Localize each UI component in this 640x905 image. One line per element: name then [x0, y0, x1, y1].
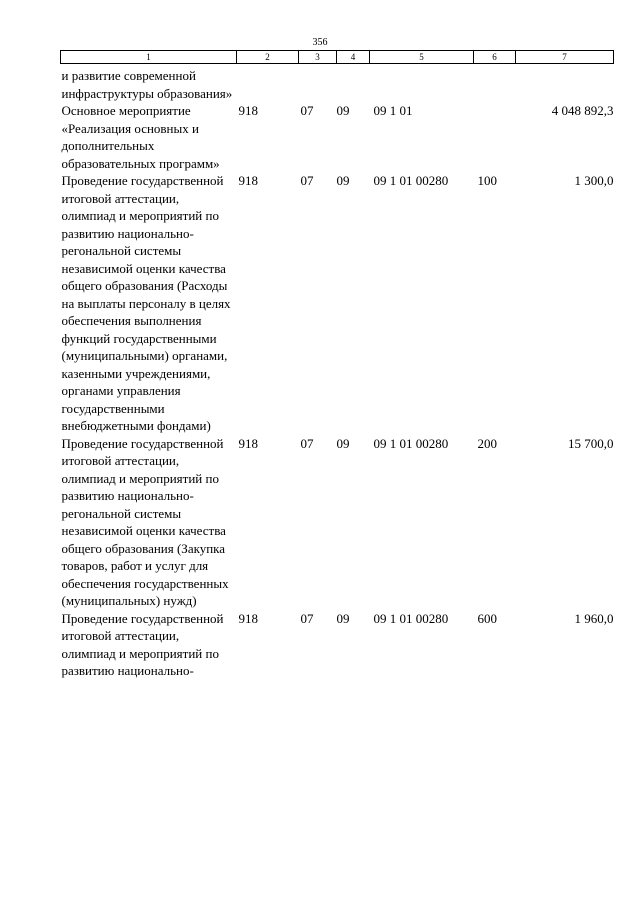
- row-name: Проведение государственной итоговой аттестации, олимпиад и мероприятий по развитию национально-: [61, 610, 224, 678]
- row-col-4: [337, 64, 370, 103]
- header-col-5: 5: [370, 51, 474, 64]
- table-body: [61, 64, 614, 680]
- row-col-5: 09 1 01: [373, 103, 413, 118]
- header-col-1: 1: [61, 51, 237, 64]
- row-col-2: 918: [238, 173, 258, 188]
- row-name: Основное мероприятие «Реализация основных и дополнительных образовательных программ»: [61, 103, 220, 171]
- budget-table: [60, 50, 614, 680]
- row-col-3: 07: [300, 173, 314, 188]
- header-col-2: 2: [237, 51, 299, 64]
- table-header: [61, 51, 614, 64]
- header-col-4: 4: [337, 51, 370, 64]
- row-amount: 4 048 892,3: [551, 103, 614, 118]
- row-col-4: 09: [336, 435, 350, 451]
- header-row: [61, 51, 614, 64]
- row-col-3: 07: [300, 610, 314, 626]
- table-row: [61, 102, 614, 172]
- row-name: и развитие современной инфраструктуры образования»: [61, 68, 233, 101]
- row-col-2: 918: [238, 103, 258, 118]
- row-amount: 1 300,0: [574, 173, 614, 188]
- table-row: [61, 610, 614, 680]
- row-col-6: 200: [477, 435, 497, 451]
- row-col-5: 09 1 01 00280: [373, 610, 449, 626]
- row-amount: [516, 64, 614, 103]
- row-name: Проведение государственной итоговой аттестации, олимпиад и мероприятий по развитию национально-регональной системы независимой оценки качества общего образования (Расходы на выплаты персоналу в целях обеспечения выполнения функций государственными (муниципальными) органами, казенными учреждениями, органами управления государственными внебюджетными фондами): [61, 173, 231, 433]
- header-col-7: 7: [516, 51, 614, 64]
- table-row: [61, 435, 614, 610]
- row-col-3: 07: [300, 435, 314, 451]
- row-col-4: 09: [336, 610, 350, 626]
- row-col-6: [474, 102, 516, 172]
- row-col-3: 07: [300, 103, 314, 118]
- row-col-6: 600: [477, 610, 497, 626]
- table-row: [61, 172, 614, 435]
- row-amount: 15 700,0: [568, 435, 614, 451]
- row-col-4: 09: [336, 173, 350, 188]
- row-col-2: 918: [238, 610, 258, 626]
- row-col-6: 100: [477, 173, 497, 188]
- row-col-4: 09: [336, 103, 350, 118]
- row-col-5: 09 1 01 00280: [373, 173, 449, 188]
- page-number: 356: [312, 37, 328, 48]
- row-col-6: [474, 64, 516, 103]
- row-amount: 1 960,0: [574, 610, 614, 626]
- row-col-3: [299, 64, 337, 103]
- header-col-6: 6: [474, 51, 516, 64]
- row-col-5: [370, 64, 474, 103]
- row-col-5: 09 1 01 00280: [373, 435, 449, 451]
- row-name: Проведение государственной итоговой аттестации, олимпиад и мероприятий по развитию национально-регональной системы независимой оценки качества общего образования (Закупка товаров, работ и услуг для обеспечения государственных (муниципальных) нужд): [61, 435, 229, 608]
- row-col-2: 918: [238, 435, 258, 451]
- table-row: [61, 64, 614, 103]
- row-col-2: [237, 64, 299, 103]
- header-col-3: 3: [299, 51, 337, 64]
